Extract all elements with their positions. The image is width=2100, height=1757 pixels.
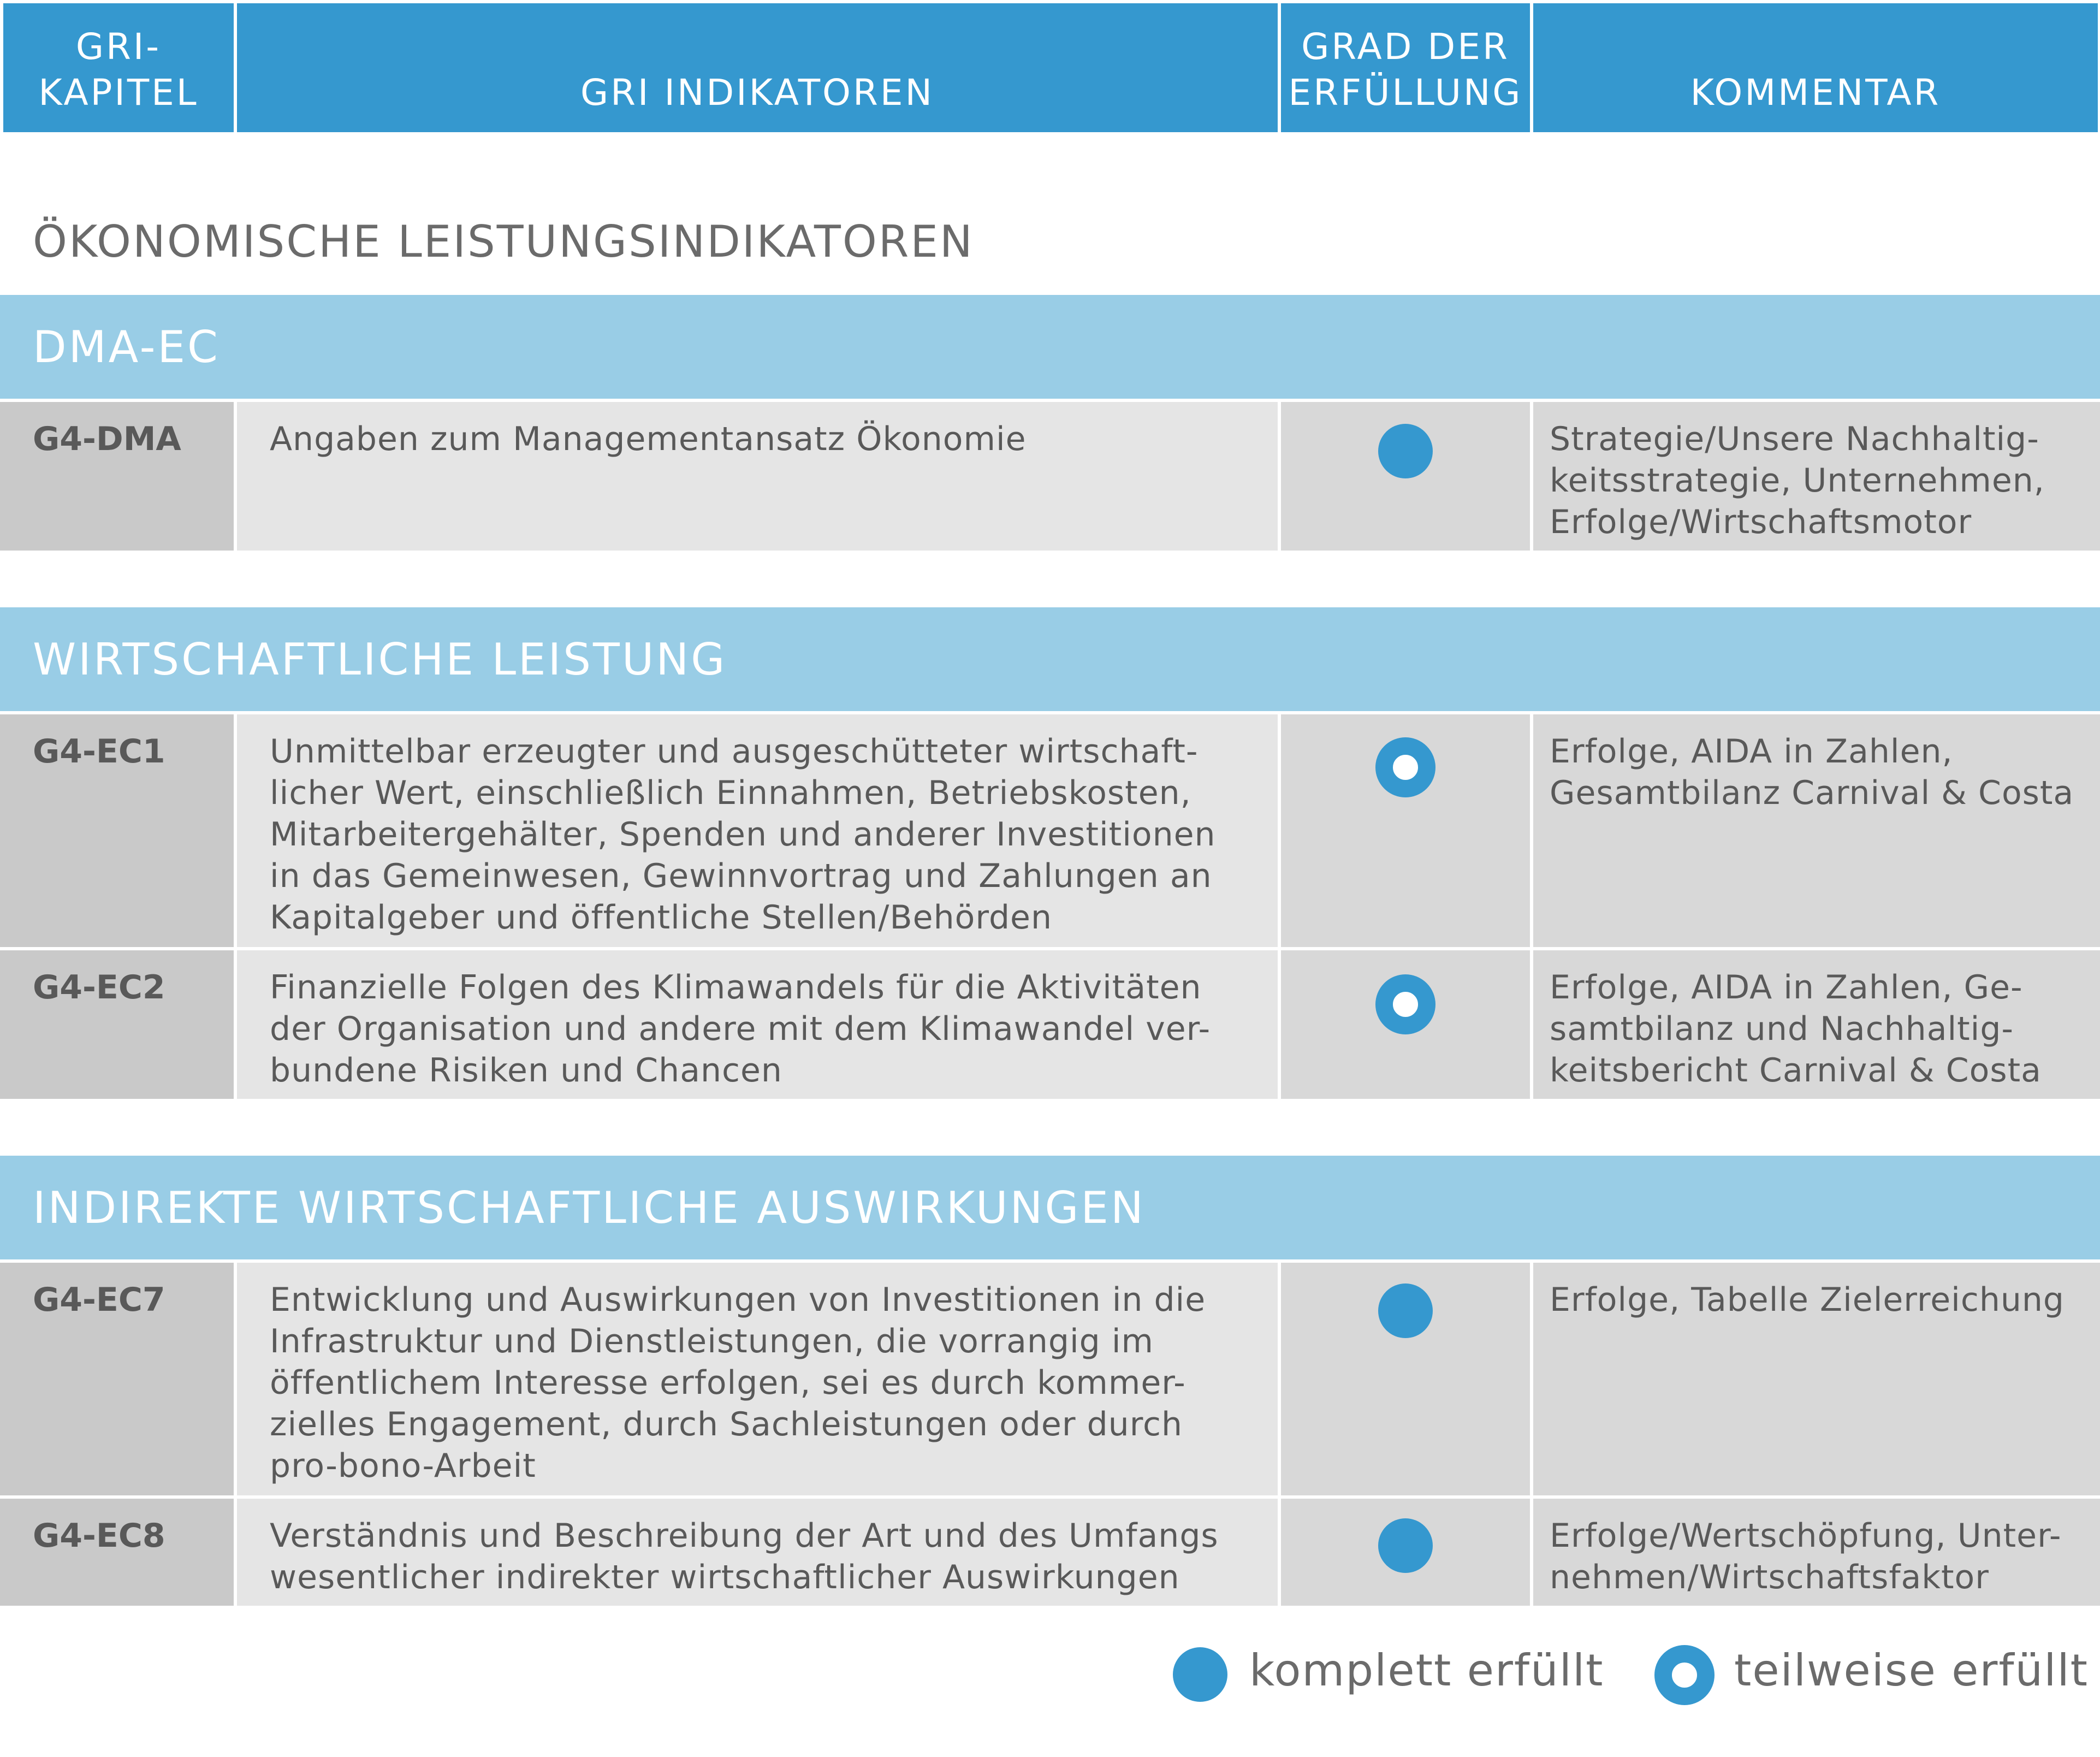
header-col-comment-label: KOMMENTAR <box>1690 72 1941 114</box>
row-status-cell <box>1281 950 1530 1099</box>
section-title: ÖKONOMISCHE LEISTUNGSINDIKATOREN <box>33 216 974 267</box>
row-code: G4-EC1 <box>0 714 234 947</box>
row-comment: Erfolge, AIDA in Zahlen, Ge- samtbilanz und Nachhaltig- keitsbericht Carnival & Costa <box>1533 950 2100 1099</box>
row-comment: Erfolge/Wertschöpfung, Unter- nehmen/Wirtschaftsfaktor <box>1533 1499 2100 1606</box>
header-col-chapter-line1: GRI- <box>75 26 162 68</box>
row-description: Verständnis und Beschreibung der Art und des Umfangs wesentlicher indirekter wirtschaftlicher Auswirkungen <box>237 1499 1278 1606</box>
header-col-indicators <box>237 3 1278 132</box>
header-col-fulfillment <box>1281 3 1530 132</box>
group-band: DMA-EC <box>0 295 2100 399</box>
legend-full-icon <box>1173 1647 1227 1702</box>
header-col-fulfillment-line1: GRAD DER <box>1301 26 1510 68</box>
row-comment: Erfolge, AIDA in Zahlen, Gesamtbilanz Carnival & Costa <box>1533 714 2100 947</box>
legend-partial-label: teilweise erfüllt <box>1734 1645 2089 1696</box>
row-code: G4-DMA <box>0 402 234 551</box>
status-full-icon <box>1378 424 1433 478</box>
row-status-cell <box>1281 1499 1530 1606</box>
row-status-cell <box>1281 1263 1530 1495</box>
header-col-comment <box>1533 3 2098 132</box>
row-code: G4-EC7 <box>0 1263 234 1495</box>
header-col-fulfillment-line2: ERFÜLLUNG <box>1288 72 1523 114</box>
status-partial-icon <box>1375 737 1435 797</box>
header-col-chapter <box>3 3 234 132</box>
row-code: G4-EC8 <box>0 1499 234 1606</box>
group-band: INDIREKTE WIRTSCHAFTLICHE AUSWIRKUNGEN <box>0 1156 2100 1259</box>
row-status-cell <box>1281 714 1530 947</box>
legend-full-label: komplett erfüllt <box>1249 1645 1604 1696</box>
header-col-chapter-line2: KAPITEL <box>38 72 199 114</box>
group-band: WIRTSCHAFTLICHE LEISTUNG <box>0 607 2100 711</box>
status-full-icon <box>1378 1518 1433 1573</box>
legend-partial-icon <box>1654 1645 1715 1705</box>
row-description: Unmittelbar erzeugter und ausgeschütteter wirtschaft- licher Wert, einschließlich Einnahmen, Betriebskosten, Mitarbeitergehälter, Spenden und anderer Investitionen in das Gemeinwesen, Gewinnvortrag und Zahlungen an Kapitalgeber und öffentliche Stellen/Behörden <box>237 714 1278 947</box>
row-code: G4-EC2 <box>0 950 234 1099</box>
row-description: Entwicklung und Auswirkungen von Investitionen in die Infrastruktur und Dienstleistungen, die vorrangig im öffentlichem Interesse erfolgen, sei es durch kommer- zielles Engagement, durch Sachleistungen oder durch pro-bono-Arbeit <box>237 1263 1278 1495</box>
row-description: Angaben zum Managementansatz Ökonomie <box>237 402 1278 551</box>
row-status-cell <box>1281 402 1530 551</box>
status-full-icon <box>1378 1283 1433 1338</box>
row-description: Finanzielle Folgen des Klimawandels für die Aktivitäten der Organisation und andere mit dem Klimawandel ver- bundene Risiken und Chancen <box>237 950 1278 1099</box>
row-comment: Strategie/Unsere Nachhaltig- keitsstrategie, Unternehmen, Erfolge/Wirtschaftsmotor <box>1533 402 2100 551</box>
header-col-indicators-label: GRI INDIKATOREN <box>580 72 934 114</box>
status-partial-icon <box>1375 974 1435 1034</box>
row-comment: Erfolge, Tabelle Zielerreichung <box>1533 1263 2100 1495</box>
